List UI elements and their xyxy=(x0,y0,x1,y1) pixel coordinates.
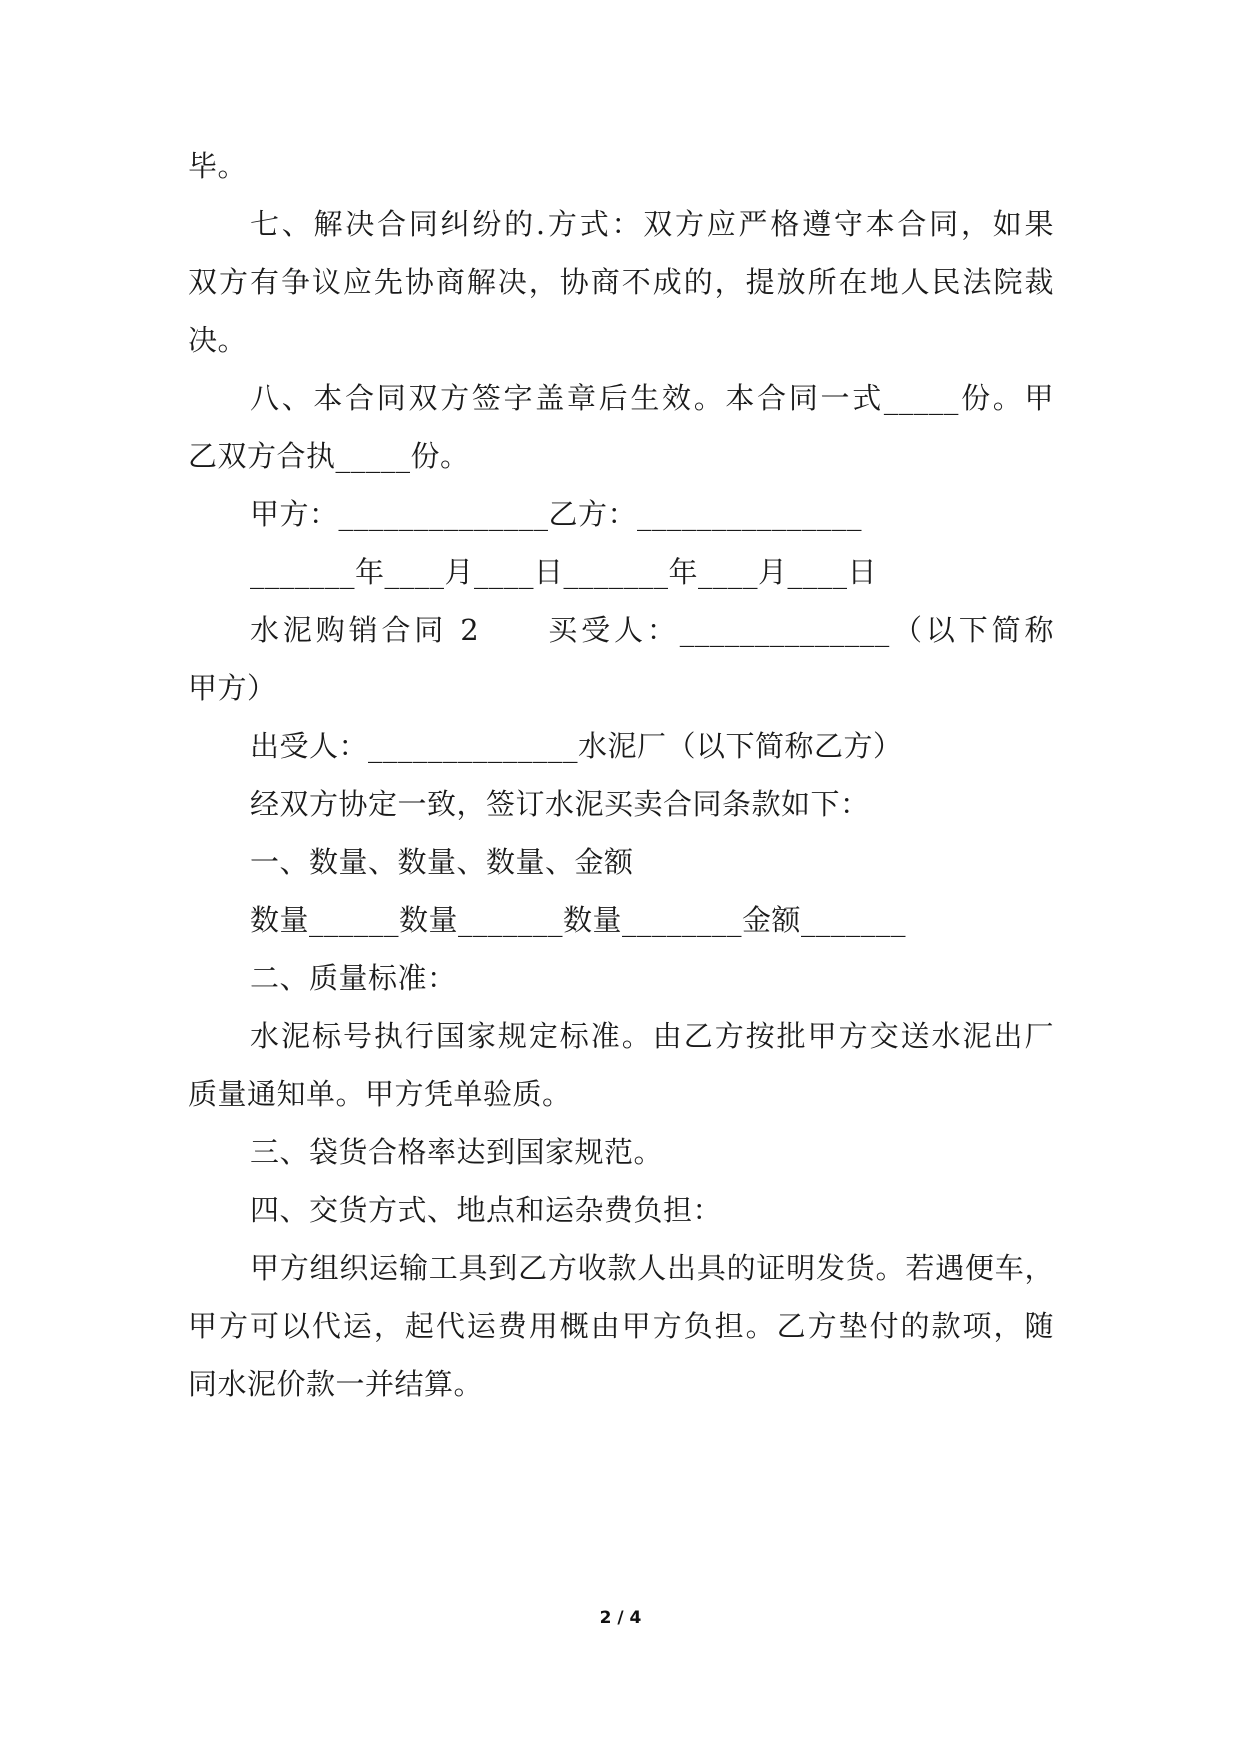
paragraph-line: 毕。 xyxy=(188,149,248,183)
section-heading: 三、袋货合格率达到国家规范。 xyxy=(250,1135,664,1169)
signature-line: 甲方：______________乙方：_______________ xyxy=(250,497,863,531)
paragraph-line: 七、解决合同纠纷的.方式：双方应严格遵守本合同，如果 xyxy=(250,207,1054,241)
paragraph-line: 甲方） xyxy=(188,671,277,705)
paragraph-line: 经双方协定一致，签订水泥买卖合同条款如下： xyxy=(250,787,870,821)
paragraph-line: 甲方可以代运，起代运费用概由甲方负担。乙方垫付的款项，随 xyxy=(188,1309,1054,1343)
paragraph-line: 水泥标号执行国家规定标准。由乙方按批甲方交送水泥出厂 xyxy=(250,1019,1054,1053)
paragraph-line: 八、本合同双方签字盖章后生效。本合同一式_____份。甲 xyxy=(250,381,1054,415)
paragraph-line: 质量通知单。甲方凭单验质。 xyxy=(188,1077,572,1111)
section-heading: 一、数量、数量、数量、金额 xyxy=(250,845,634,879)
paragraph-line: 决。 xyxy=(188,323,248,357)
paragraph-line: 水泥购销合同 2 买受人：______________（以下简称 xyxy=(250,613,1054,647)
section-heading: 二、质量标准： xyxy=(250,961,457,995)
section-heading: 四、交货方式、地点和运杂费负担： xyxy=(250,1193,723,1227)
paragraph-line: 数量______数量_______数量________金额_______ xyxy=(250,903,907,937)
paragraph-line: 双方有争议应先协商解决，协商不成的，提放所在地人民法院裁 xyxy=(188,265,1054,299)
paragraph-line: 出受人：______________水泥厂（以下简称乙方） xyxy=(250,729,903,763)
date-line: _______年____月____日_______年____月____日 xyxy=(250,555,878,589)
paragraph-line: 同水泥价款一并结算。 xyxy=(188,1367,484,1401)
paragraph-line: 乙双方合执_____份。 xyxy=(188,439,470,473)
page-number: 2 / 4 xyxy=(599,1608,642,1628)
paragraph-line: 甲方组织运输工具到乙方收款人出具的证明发货。若遇便车， xyxy=(250,1251,1054,1285)
